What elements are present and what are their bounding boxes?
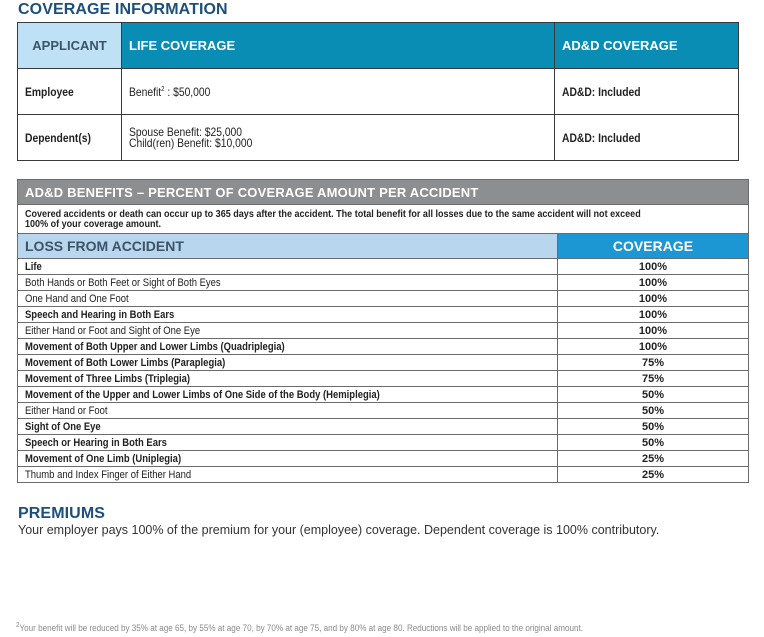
table-row: Movement of One Limb (Uniplegia) 25% xyxy=(18,451,749,467)
coverage-row-employee xyxy=(18,69,739,115)
header-loss-from-accident: LOSS FROM ACCIDENT xyxy=(18,234,558,259)
table-row: One Hand and One Foot 100% xyxy=(18,291,749,307)
table-row: Movement of Three Limbs (Triplegia) 75% xyxy=(18,371,749,387)
footnote: $^2$Your benefit will be reduced by 35% at age 65, by 55% at age 70, by 70% at age 75, and by 80% at age 80. Reductions will be applied to the original amount. xyxy=(16,622,583,633)
footnote-marker: 2 xyxy=(161,85,165,93)
header-life-coverage: LIFE COVERAGE xyxy=(122,23,555,69)
table-row: Movement of Both Lower Limbs (Paraplegia) 75% xyxy=(18,355,749,371)
table-row: Movement of the Upper and Lower Limbs of One Side of the Body (Hemiplegia) 50% xyxy=(18,387,749,403)
add-benefits-title: AD&D BENEFITS – PERCENT OF COVERAGE AMOUNT PER ACCIDENT xyxy=(18,180,749,205)
coverage-information-title: COVERAGE INFORMATION xyxy=(18,1,228,18)
premiums-text: Your employer pays 100% of the premium for your (employee) coverage. Dependent coverage is 100% contributory. xyxy=(18,523,660,537)
table-row: Speech or Hearing in Both Ears 50% xyxy=(18,435,749,451)
coverage-table-header xyxy=(18,23,739,69)
employee-life-benefit: Benefit$^2$ : $50,000 xyxy=(129,84,211,99)
table-row: Sight of One Eye 50% xyxy=(18,419,749,435)
footnote-marker: 2 xyxy=(16,622,20,629)
table-row: Life 100% xyxy=(18,259,749,275)
child-benefit: Child(ren) Benefit: $10,000 xyxy=(129,135,253,150)
applicant-dependents: Dependent(s) xyxy=(25,130,91,145)
table-row: Either Hand or Foot and Sight of One Eye 100% xyxy=(18,323,749,339)
header-add-coverage: AD&D COVERAGE xyxy=(555,23,739,69)
table-row: Movement of Both Upper and Lower Limbs (Quadriplegia) 100% xyxy=(18,339,749,355)
add-benefits-description: Covered accidents or death can occur up to 365 days after the accident. The total benefit for all losses due to the same accident will not exceed 100% of your coverage amount. xyxy=(18,205,749,234)
coverage-table xyxy=(17,22,739,161)
add-benefits-table xyxy=(17,179,749,483)
employee-add: AD&D: Included xyxy=(562,84,641,99)
table-row: Thumb and Index Finger of Either Hand 25% xyxy=(18,467,749,483)
spouse-benefit: Spouse Benefit: $25,000 xyxy=(129,124,243,139)
premiums-title: PREMIUMS xyxy=(18,505,106,522)
table-row: Both Hands or Both Feet or Sight of Both Eyes 100% xyxy=(18,275,749,291)
table-row: Speech and Hearing in Both Ears 100% xyxy=(18,307,749,323)
header-coverage: COVERAGE xyxy=(557,234,748,259)
header-applicant: APPLICANT xyxy=(18,23,122,69)
applicant-employee: Employee xyxy=(25,84,74,99)
dependents-add: AD&D: Included xyxy=(562,130,641,145)
table-row: Either Hand or Foot 50% xyxy=(18,403,749,419)
coverage-row-dependents xyxy=(18,115,739,161)
